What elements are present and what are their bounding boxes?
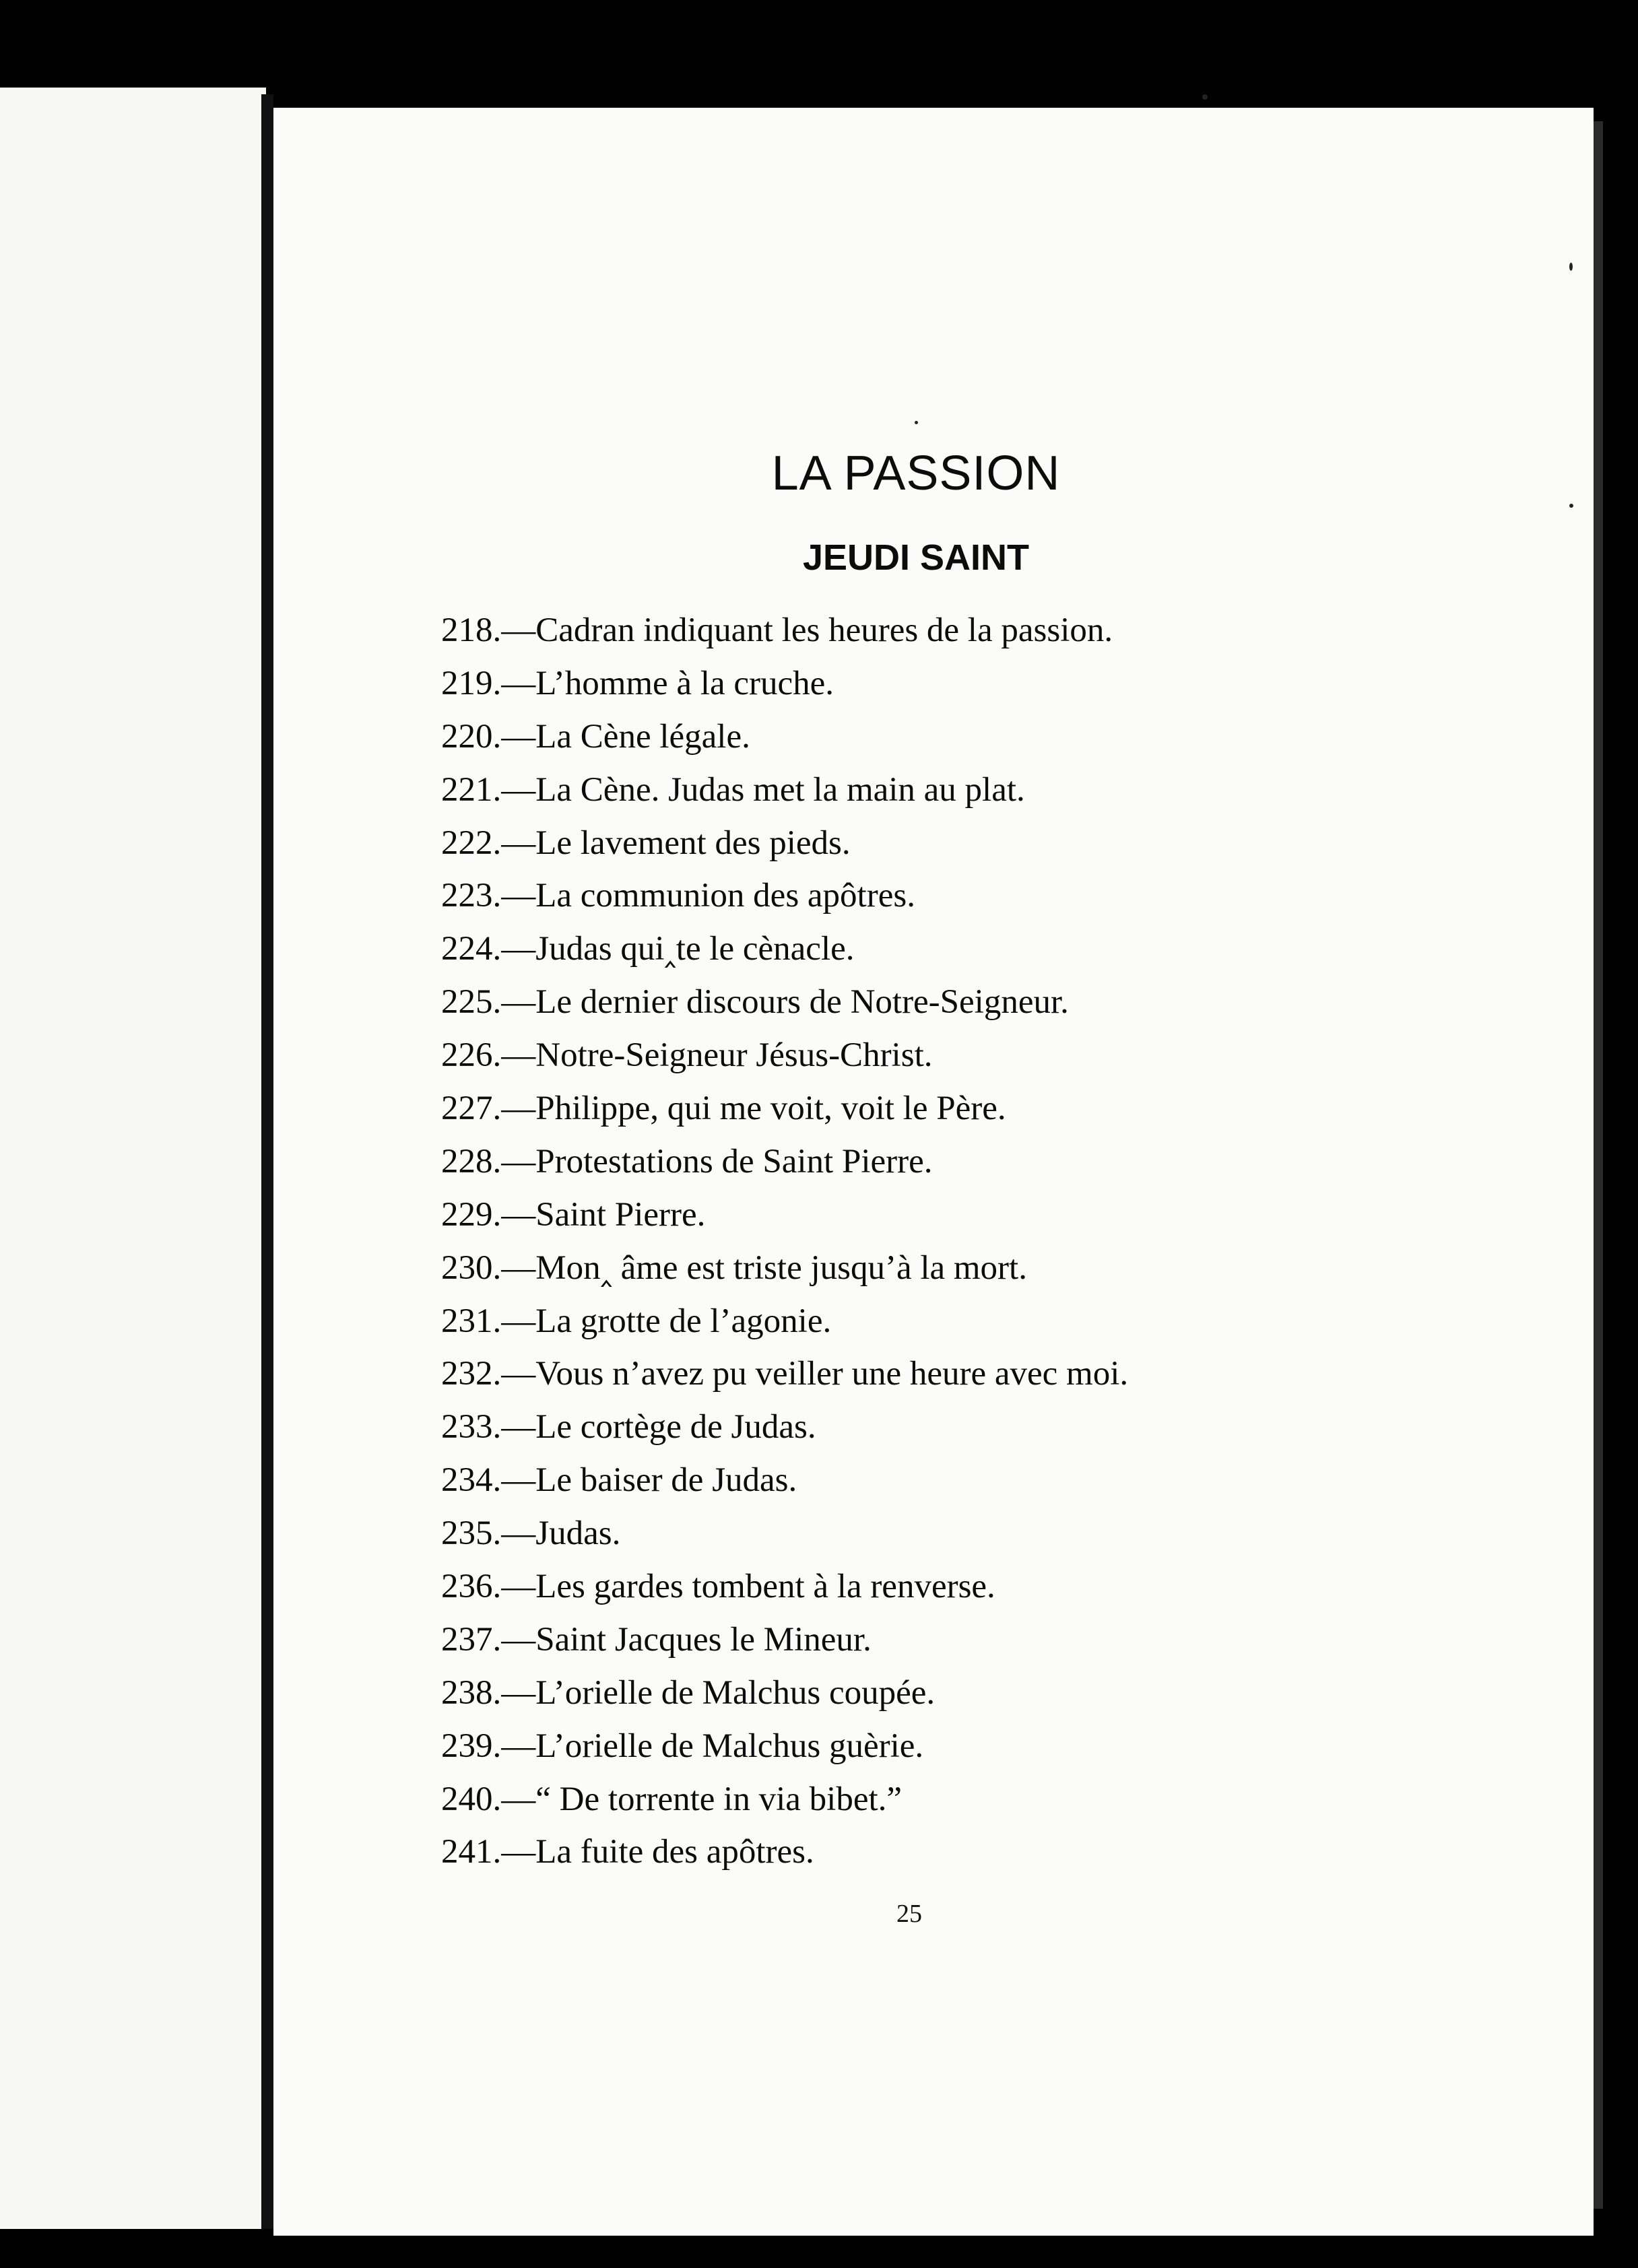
page-number: 25 (896, 1900, 922, 1928)
list-item: 225.—Le dernier discours de Notre-Seigneur. (441, 983, 1069, 1022)
list-item: 233.—Le cortège de Judas. (441, 1408, 816, 1446)
scan-speck (1202, 94, 1208, 100)
list-item: 222.—Le lavement des pieds. (441, 824, 851, 862)
list-item: 234.—Le baiser de Judas. (441, 1461, 797, 1500)
list-item: 241.—La fuite des apôtres. (441, 1833, 814, 1871)
list-item: 230.—Mon‸ âme est triste jusqu’à la mort. (441, 1248, 1027, 1287)
list-item: 218.—Cadran indiquant les heures de la passion. (441, 611, 1113, 649)
list-item: 238.—L’orielle de Malchus coupée. (441, 1673, 936, 1712)
entry-list (441, 604, 1586, 1879)
list-item: 239.—L’orielle de Malchus guèrie. (441, 1727, 924, 1765)
page-title: LA PASSION (771, 446, 1061, 500)
list-item: 223.—La communion des apôtres. (441, 877, 915, 915)
list-item: 227.—Philippe, qui me voit, voit le Père. (441, 1090, 1006, 1128)
list-item: 228.—Protestations de Saint Pierre. (441, 1142, 933, 1180)
list-item: 232.—Vous n’avez pu veiller une heure avec moi. (441, 1355, 1129, 1393)
list-item: 236.—Les gardes tombent à la renverse. (441, 1568, 995, 1606)
list-item: 224.—Judas qui‸te le cènacle. (441, 930, 855, 968)
book-spine (261, 94, 273, 2229)
scan-speck (915, 421, 918, 424)
list-item: 229.—Saint Pierre. (441, 1195, 706, 1234)
list-item: 231.—La grotte de l’agonie. (441, 1302, 832, 1340)
scan-speck (1569, 504, 1573, 508)
list-item: 221.—La Cène. Judas met la main au plat. (441, 770, 1025, 809)
list-item: 226.—Notre-Seigneur Jésus-Christ. (441, 1036, 933, 1075)
page-edge (1594, 121, 1603, 2209)
list-item: 235.—Judas. (441, 1514, 621, 1553)
list-item: 240.—“ De torrente in via bibet.” (441, 1780, 903, 1818)
list-item: 219.—L’homme à la cruche. (441, 664, 834, 702)
list-item: 220.—La Cène légale. (441, 717, 750, 756)
scan-speck (1569, 263, 1573, 271)
left-page (0, 88, 266, 2229)
list-item: 237.—Saint Jacques le Mineur. (441, 1620, 872, 1659)
section-heading: JEUDI SAINT (802, 537, 1030, 578)
